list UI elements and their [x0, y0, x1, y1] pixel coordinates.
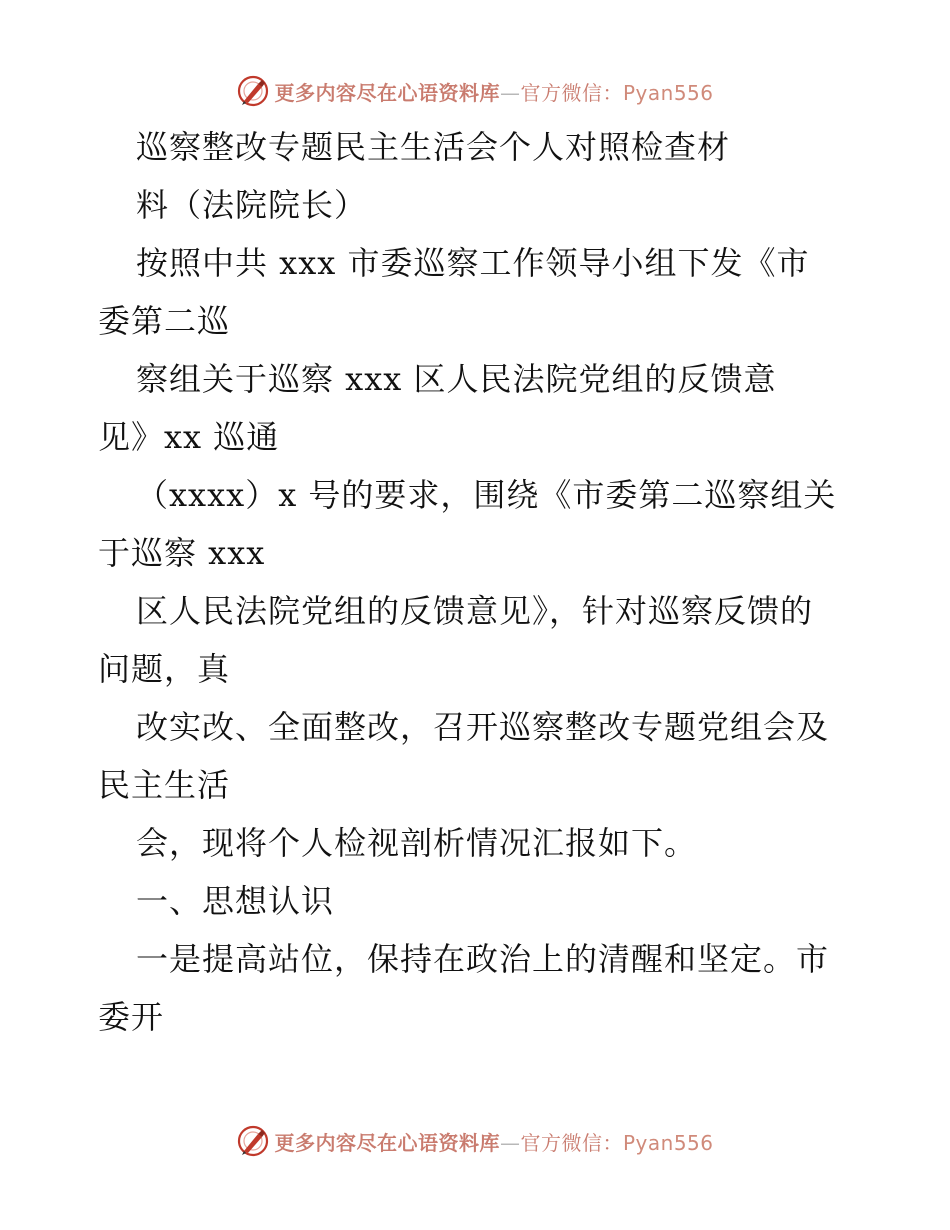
- document-title-line-2: 料（法院院长）: [136, 186, 368, 224]
- footer-wechat-id: Pyan556: [622, 1130, 714, 1155]
- header-wechat-label: 官方微信：: [520, 80, 623, 105]
- body-line: 见》xx 巡通: [98, 418, 280, 456]
- body-line: 改实改、全面整改，召开巡察整改专题党组会及: [136, 708, 830, 746]
- document-title-line-1: 巡察整改专题民主生活会个人对照检查材: [136, 128, 731, 166]
- header-slogan: 更多内容尽在心语资料库: [274, 80, 500, 105]
- footer-separator: —: [499, 1130, 521, 1155]
- footer-slogan: 更多内容尽在心语资料库: [274, 1130, 500, 1155]
- body-line: （xxxx）x 号的要求，围绕《市委第二巡察组关: [136, 476, 837, 514]
- pen-logo-icon: [236, 1124, 270, 1158]
- body-line: 委开: [98, 998, 165, 1036]
- body-line: 察组关于巡察 xxx 区人民法院党组的反馈意: [136, 360, 777, 398]
- footer-banner: [0, 1121, 950, 1161]
- header-banner: [0, 71, 950, 111]
- header-separator: —: [499, 80, 521, 105]
- document-body: [98, 118, 858, 1046]
- body-line: 问题，真: [98, 650, 231, 688]
- body-line: 委第二巡: [98, 302, 231, 340]
- body-line: 一是提高站位，保持在政治上的清醒和坚定。市: [136, 940, 830, 978]
- section-heading: 一、思想认识: [136, 882, 335, 920]
- pen-logo-icon: [236, 74, 270, 108]
- body-line: 于巡察 xxx: [98, 534, 266, 572]
- body-line: 区人民法院党组的反馈意见》，针对巡察反馈的: [136, 592, 814, 630]
- footer-wechat-label: 官方微信：: [520, 1130, 623, 1155]
- body-line: 按照中共 xxx 市委巡察工作领导小组下发《市: [136, 244, 810, 282]
- body-line: 民主生活: [98, 766, 231, 804]
- body-line: 会，现将个人检视剖析情况汇报如下。: [136, 824, 698, 862]
- header-wechat-id: Pyan556: [622, 80, 714, 105]
